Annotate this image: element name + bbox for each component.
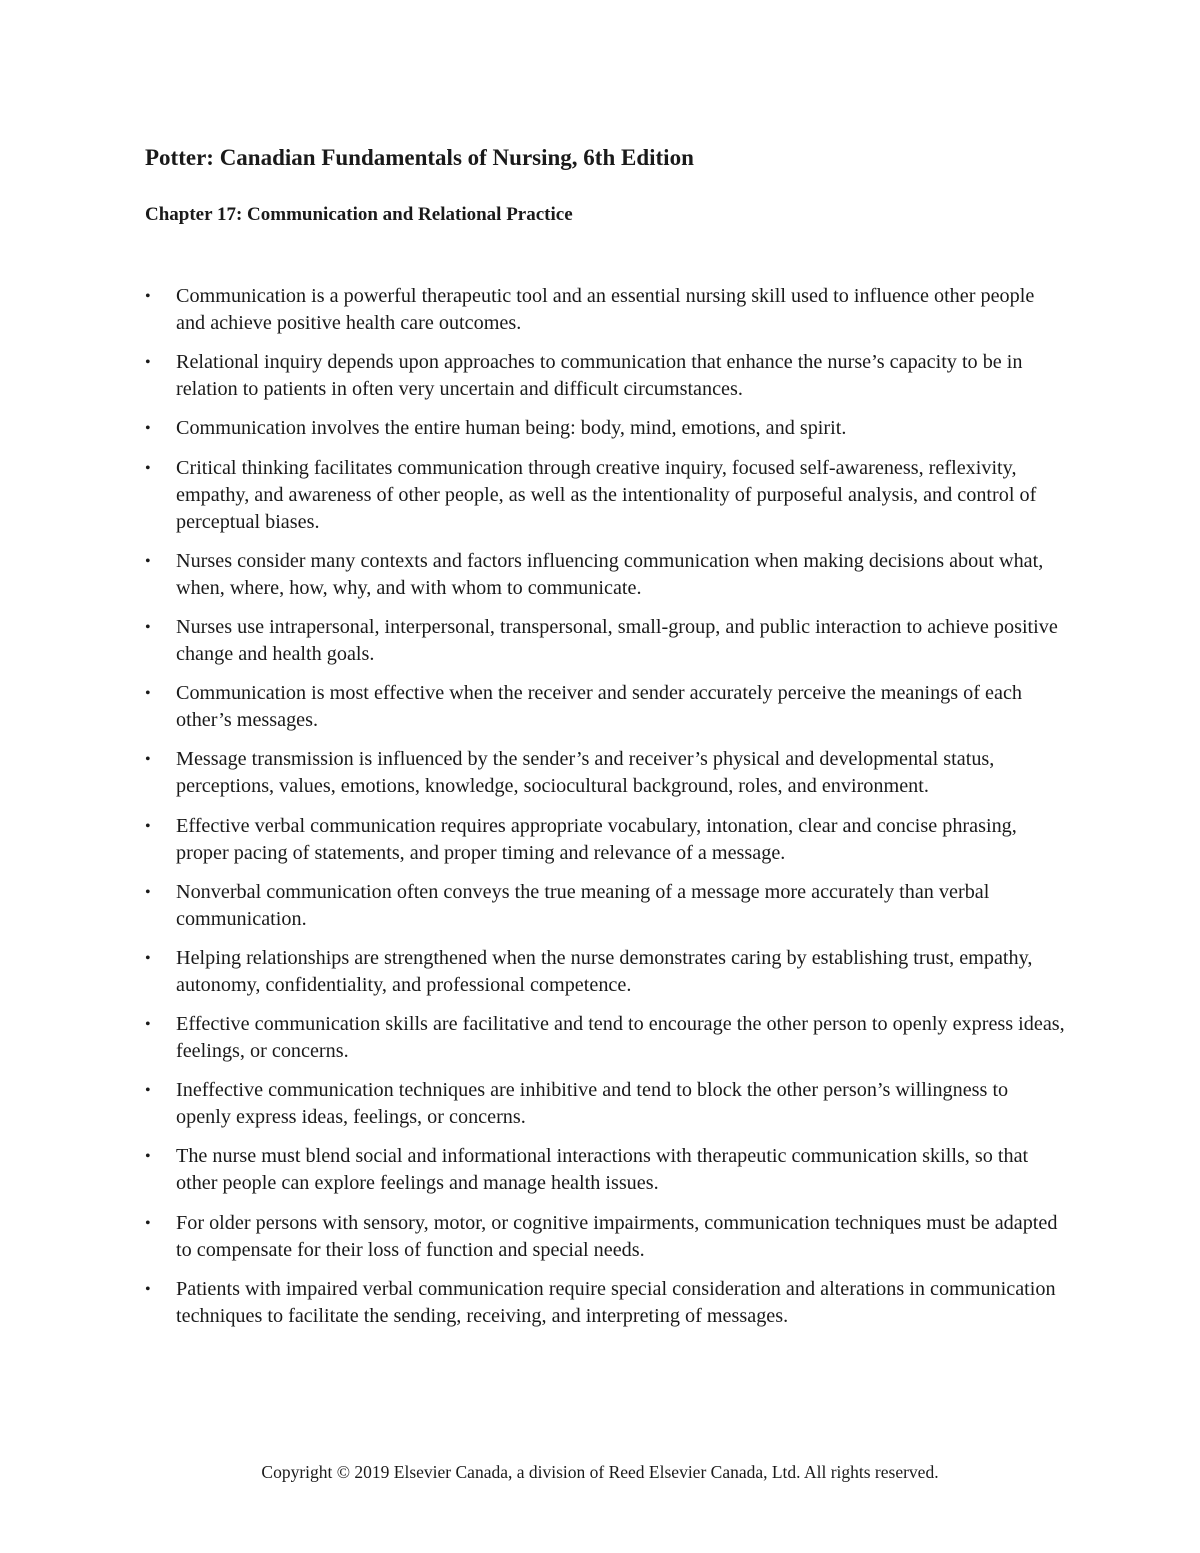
bullet-item [145,415,1065,442]
bullet-icon: • [145,420,151,438]
bullet-item [145,548,1065,602]
bullet-icon: • [145,883,151,901]
bullet-icon: • [145,1016,151,1034]
bullet-text: Message transmission is influenced by the sender’s and receiver’s physical and developmental status, perceptions, values, emotions, knowledge, sociocultural background, roles, and environment. [176,748,995,798]
bullet-item [145,1210,1065,1264]
bullet-item [145,283,1065,337]
copyright-footer: Copyright © 2019 Elsevier Canada, a division of Reed Elsevier Canada, Ltd. All rights reserved. [261,1462,939,1482]
bullet-text: Nurses consider many contexts and factors influencing communication when making decisions about what, when, where, how, why, and with whom to communicate. [176,549,1044,599]
bullet-icon: • [145,354,151,372]
bullet-item [145,455,1065,536]
bullet-item [145,349,1065,403]
bullet-icon: • [145,459,151,477]
bullet-text: Critical thinking facilitates communication through creative inquiry, focused self-awareness, reflexivity, empathy, and awareness of other people, as well as the intentionality of purposeful analysis, and control of perceptual biases. [176,456,1037,533]
bullet-icon: • [145,685,151,703]
bullet-item [145,945,1065,999]
bullet-text: Relational inquiry depends upon approaches to communication that enhance the nurse’s capacity to be in relation to patients in often very uncertain and difficult circumstances. [176,351,1023,401]
bullet-text: Effective verbal communication requires appropriate vocabulary, intonation, clear and concise phrasing, proper pacing of statements, and proper timing and relevance of a message. [176,814,1017,864]
bullet-text: Communication is a powerful therapeutic tool and an essential nursing skill used to influence other people and achieve positive health care outcomes. [176,285,1035,334]
bullet-text: Communication is most effective when the receiver and sender accurately perceive the meanings of each other’s messages. [176,682,1023,732]
document-title: Potter: Canadian Fundamentals of Nursing, 6th Edition [145,145,694,170]
bullet-item [145,1077,1065,1131]
bullet-icon: • [145,949,151,967]
bullet-text: The nurse must blend social and informational interactions with therapeutic communication skills, so that other people can explore feelings and manage health issues. [176,1145,1029,1195]
bullet-icon: • [145,751,151,769]
bullet-icon: • [145,618,151,636]
bullet-item [145,614,1065,668]
bullet-item [145,746,1065,800]
bullet-item [145,1011,1065,1065]
bullet-text: Communication involves the entire human being: body, mind, emotions, and spirit. [176,417,847,440]
bullet-text: Helping relationships are strengthened when the nurse demonstrates caring by establishing trust, empathy, autonomy, confidentiality, and professional competence. [176,946,1033,996]
bullet-item [145,680,1065,734]
bullet-icon: • [145,1280,151,1298]
bullet-list [145,283,1065,1342]
bullet-item [145,813,1065,867]
bullet-text: Effective communication skills are facilitative and tend to encourage the other person to openly express ideas, feelings, or concerns. [176,1013,1065,1063]
bullet-icon: • [145,552,151,570]
bullet-item [145,1143,1065,1197]
bullet-item [145,879,1065,933]
bullet-item [145,1276,1065,1330]
bullet-text: Ineffective communication techniques are inhibitive and tend to block the other person’s willingness to openly express ideas, feelings, or concerns. [176,1079,1009,1129]
bullet-text: Nonverbal communication often conveys the true meaning of a message more accurately than verbal communication. [176,880,990,930]
bullet-icon: • [145,288,151,305]
chapter-title: Chapter 17: Communication and Relational Practice [145,204,573,225]
bullet-icon: • [145,817,151,835]
bullet-icon: • [145,1082,151,1100]
bullet-icon: • [145,1148,151,1166]
bullet-text: Nurses use intrapersonal, interpersonal, transpersonal, small-group, and public interaction to achieve positive change and health goals. [176,615,1058,665]
bullet-icon: • [145,1214,151,1232]
bullet-text: For older persons with sensory, motor, or cognitive impairments, communication techniques must be adapted to compensate for their loss of function and special needs. [176,1211,1058,1261]
bullet-text: Patients with impaired verbal communication require special consideration and alterations in communication techniques to facilitate the sending, receiving, and interpreting of messages. [176,1277,1056,1327]
